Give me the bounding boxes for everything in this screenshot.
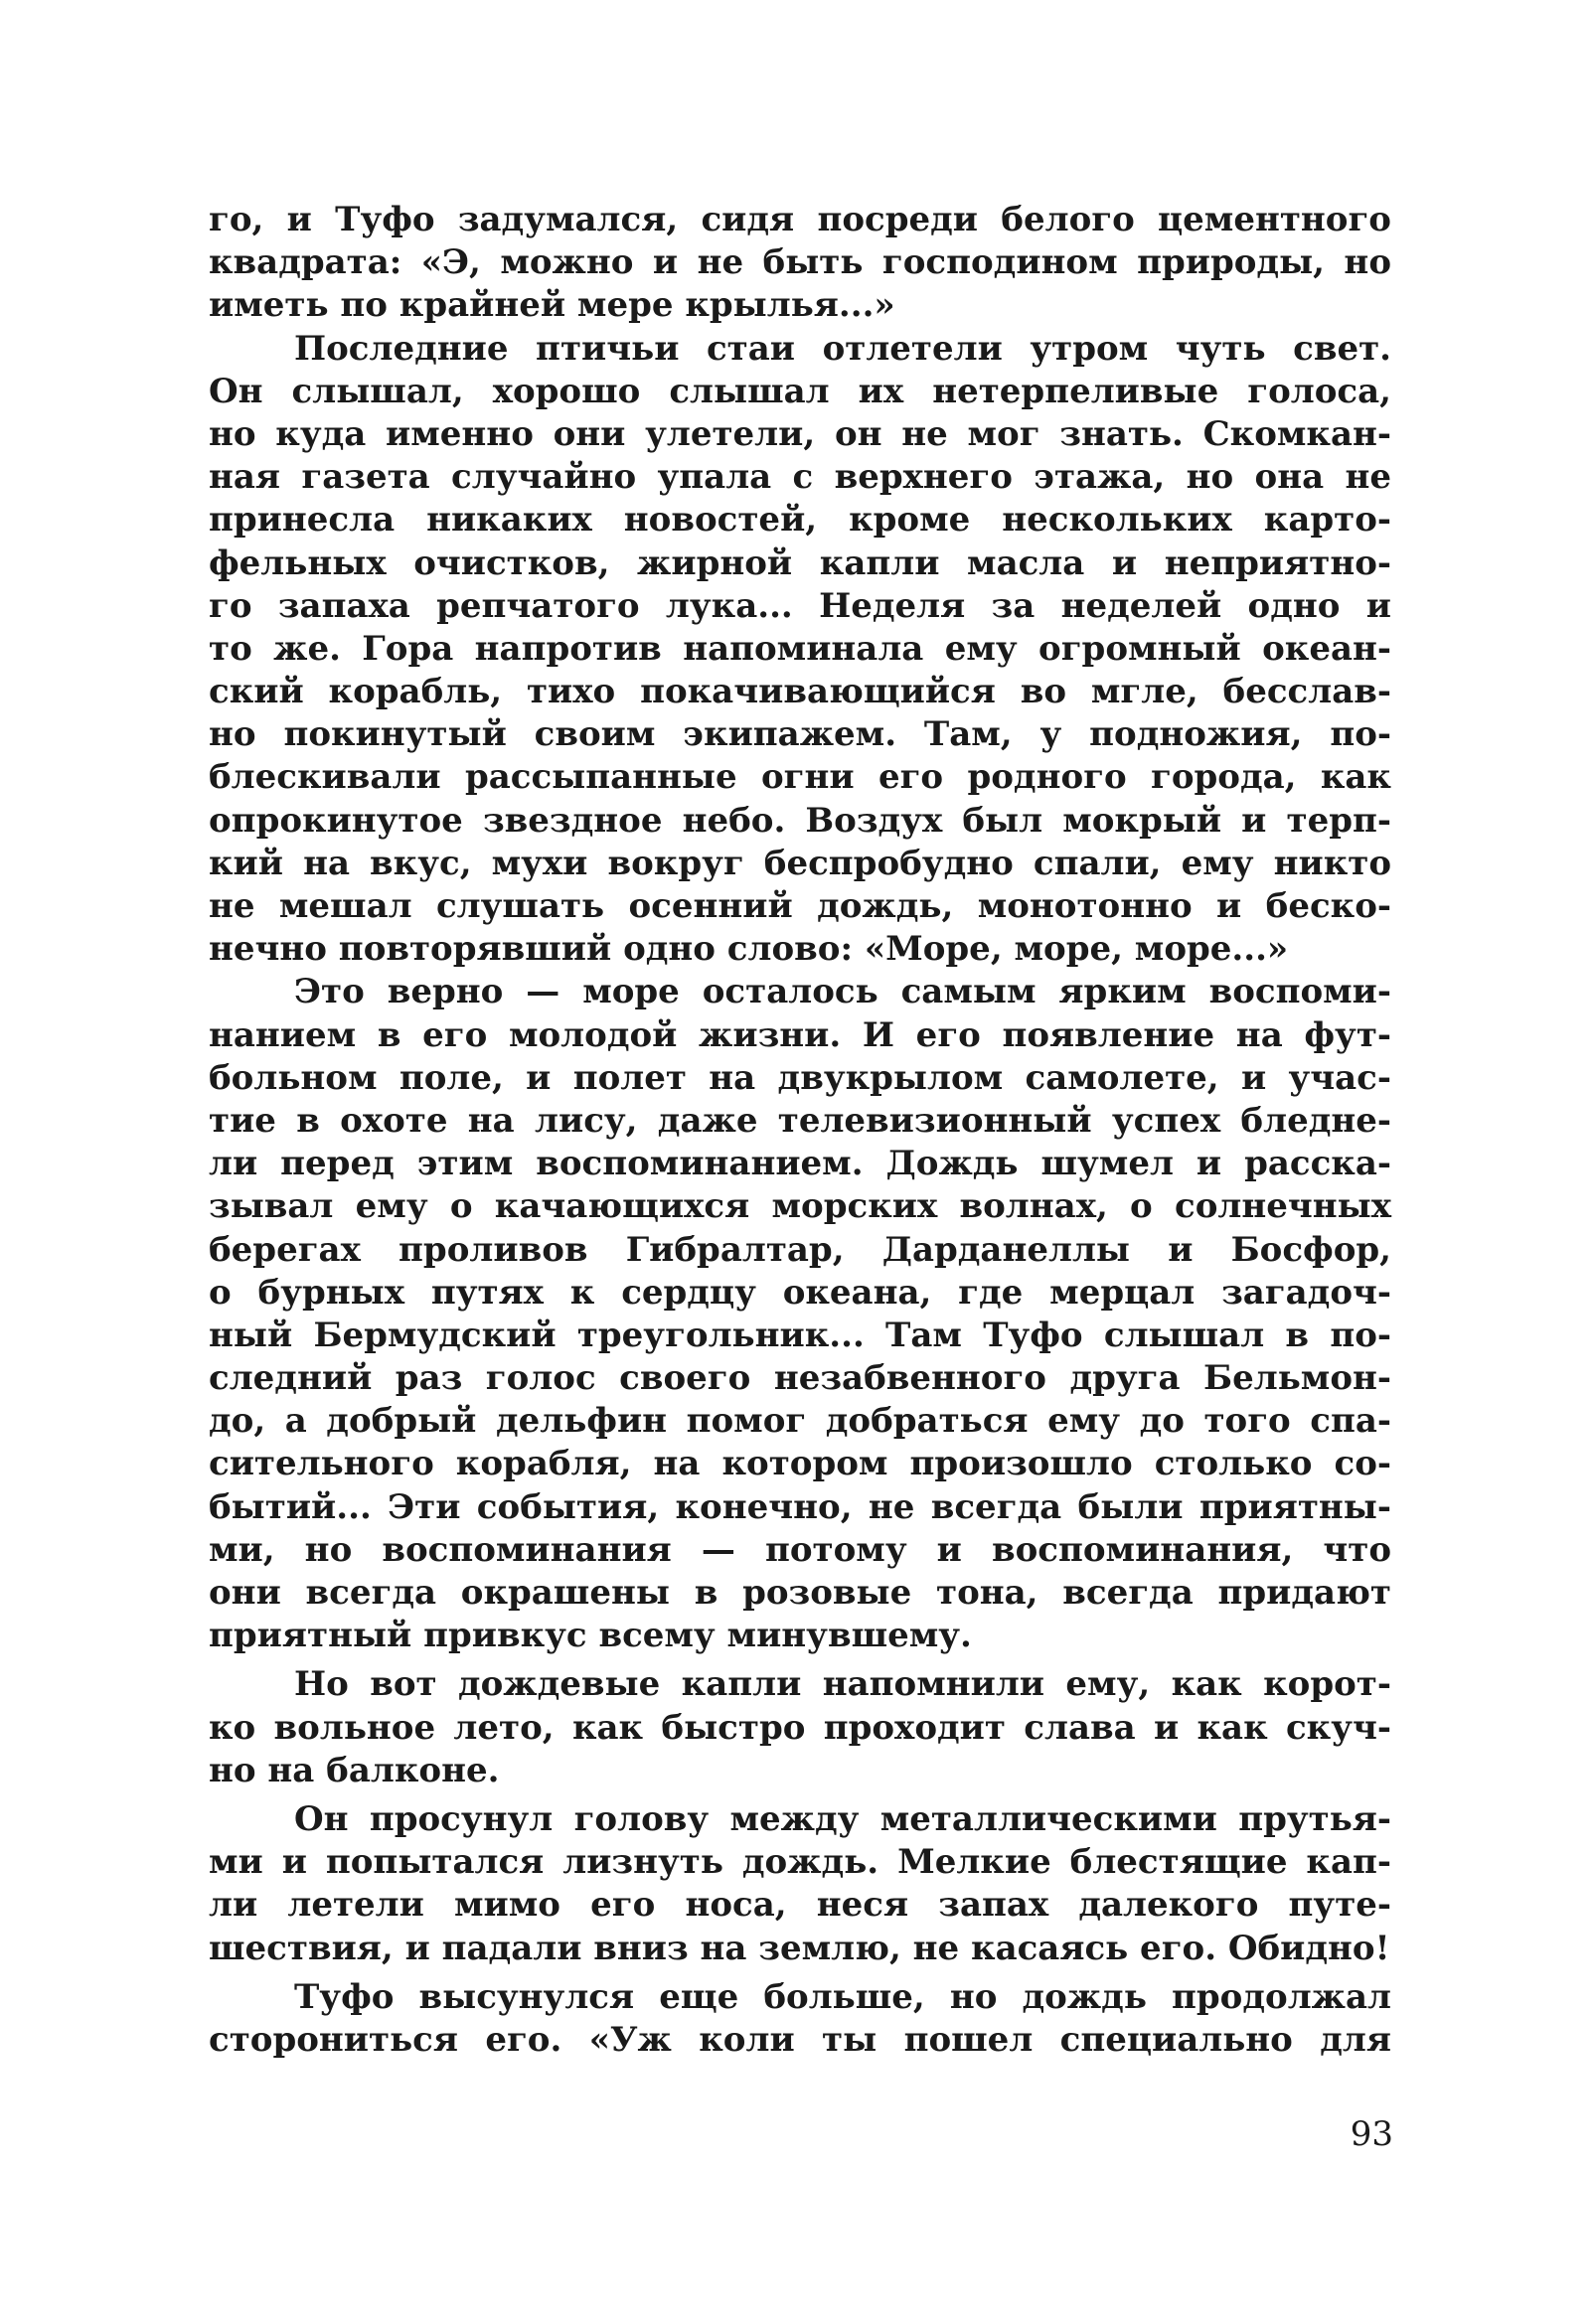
text-line: ми и попытался лизнуть дождь. Мелкие блестящие кап- bbox=[209, 1842, 1391, 1883]
text-line: но на балконе. bbox=[209, 1750, 500, 1790]
text-line: сительного корабля, на котором произошло столько со- bbox=[209, 1444, 1391, 1484]
body-text bbox=[209, 199, 1391, 2062]
paragraph bbox=[209, 971, 1391, 1657]
text-line: ко вольное лето, как быстро проходит слава и как скуч- bbox=[209, 1707, 1391, 1748]
text-line: ный Бермудский треугольник... Там Туфо слышал в по- bbox=[209, 1315, 1391, 1355]
text-line: тие в охоте на лису, даже телевизионный успех бледне- bbox=[209, 1100, 1391, 1141]
text-line: Последние птичьи стаи отлетели утром чуть свет. bbox=[294, 328, 1391, 369]
paragraph bbox=[209, 199, 1391, 328]
page-number: 93 bbox=[1350, 2114, 1393, 2154]
paragraph bbox=[209, 328, 1391, 972]
text-line: ная газета случайно упала с верхнего этажа, но она не bbox=[209, 457, 1391, 498]
paragraph bbox=[209, 1663, 1391, 1792]
text-line: то же. Гора напротив напоминала ему огромный океан- bbox=[209, 628, 1391, 669]
text-line: нанием в его молодой жизни. И его появление на фут- bbox=[209, 1014, 1391, 1055]
text-line: о бурных путях к сердцу океана, где мерцал загадоч- bbox=[209, 1272, 1391, 1313]
text-line: иметь по крайней мере крылья...» bbox=[209, 285, 895, 326]
text-line: Но вот дождевые капли напомнили ему, как корот- bbox=[294, 1664, 1391, 1705]
text-line: опрокинутое звездное небо. Воздух был мокрый и терп- bbox=[209, 800, 1391, 841]
text-line: ли перед этим воспоминанием. Дождь шумел и расска- bbox=[209, 1144, 1391, 1184]
text-line: кий на вкус, мухи вокруг беспробудно спали, ему никто bbox=[209, 843, 1391, 883]
paragraph bbox=[209, 1798, 1391, 1970]
text-line: Это верно — море осталось самым ярким воспоми- bbox=[294, 972, 1391, 1012]
text-line: приятный привкус всему минувшему. bbox=[209, 1616, 972, 1656]
text-line: они всегда окрашены в розовые тона, всегда придают bbox=[209, 1573, 1391, 1613]
text-line: Туфо высунулся еще больше, но дождь продолжал bbox=[294, 1976, 1391, 2017]
text-line: но покинутый своим экипажем. Там, у подножия, по- bbox=[209, 714, 1391, 755]
text-line: берегах проливов Гибралтар, Дарданеллы и Босфор, bbox=[209, 1229, 1391, 1270]
text-line: но куда именно они улетели, он не мог знать. Скомкан- bbox=[209, 413, 1391, 454]
text-line: нечно повторявший одно слово: «Море, море, море...» bbox=[209, 929, 1289, 970]
text-line: шествия, и падали вниз на землю, не касаясь его. Обидно! bbox=[209, 1928, 1390, 1968]
text-line: квадрата: «Э, можно и не быть господином природы, но bbox=[209, 242, 1391, 283]
text-line: до, а добрый дельфин помог добраться ему до того спа- bbox=[209, 1401, 1391, 1442]
text-line: больном поле, и полет на двукрылом самолете, и учас- bbox=[209, 1057, 1391, 1098]
paragraph bbox=[209, 1976, 1391, 2062]
text-line: Он просунул голову между металлическими прутья- bbox=[294, 1798, 1391, 1839]
text-line: бытий... Эти события, конечно, не всегда были приятны- bbox=[209, 1486, 1391, 1527]
text-line: ми, но воспоминания — потому и воспоминания, что bbox=[209, 1529, 1391, 1570]
text-line: зывал ему о качающихся морских волнах, о солнечных bbox=[209, 1186, 1391, 1227]
text-line: го, и Туфо задумался, сидя посреди белого цементного bbox=[209, 200, 1391, 239]
text-line: фельных очистков, жирной капли масла и неприятно- bbox=[209, 542, 1391, 583]
text-line: Он слышал, хорошо слышал их нетерпеливые голоса, bbox=[209, 371, 1391, 411]
text-line: ский корабль, тихо покачивающийся во мгле, бесслав- bbox=[209, 672, 1391, 712]
text-line: ли летели мимо его носа, неся запах далекого путе- bbox=[209, 1885, 1391, 1926]
text-line: сторониться его. «Уж коли ты пошел специально для bbox=[209, 2019, 1391, 2060]
text-line: принесла никаких новостей, кроме нескольких карто- bbox=[209, 500, 1391, 541]
text-line: го запаха репчатого лука... Неделя за неделей одно и bbox=[209, 585, 1391, 626]
text-line: не мешал слушать осенний дождь, монотонно и беско- bbox=[209, 886, 1391, 926]
text-line: блескивали рассыпанные огни его родного города, как bbox=[209, 757, 1391, 798]
text-line: следний раз голос своего незабвенного друга Бельмон- bbox=[209, 1358, 1391, 1399]
